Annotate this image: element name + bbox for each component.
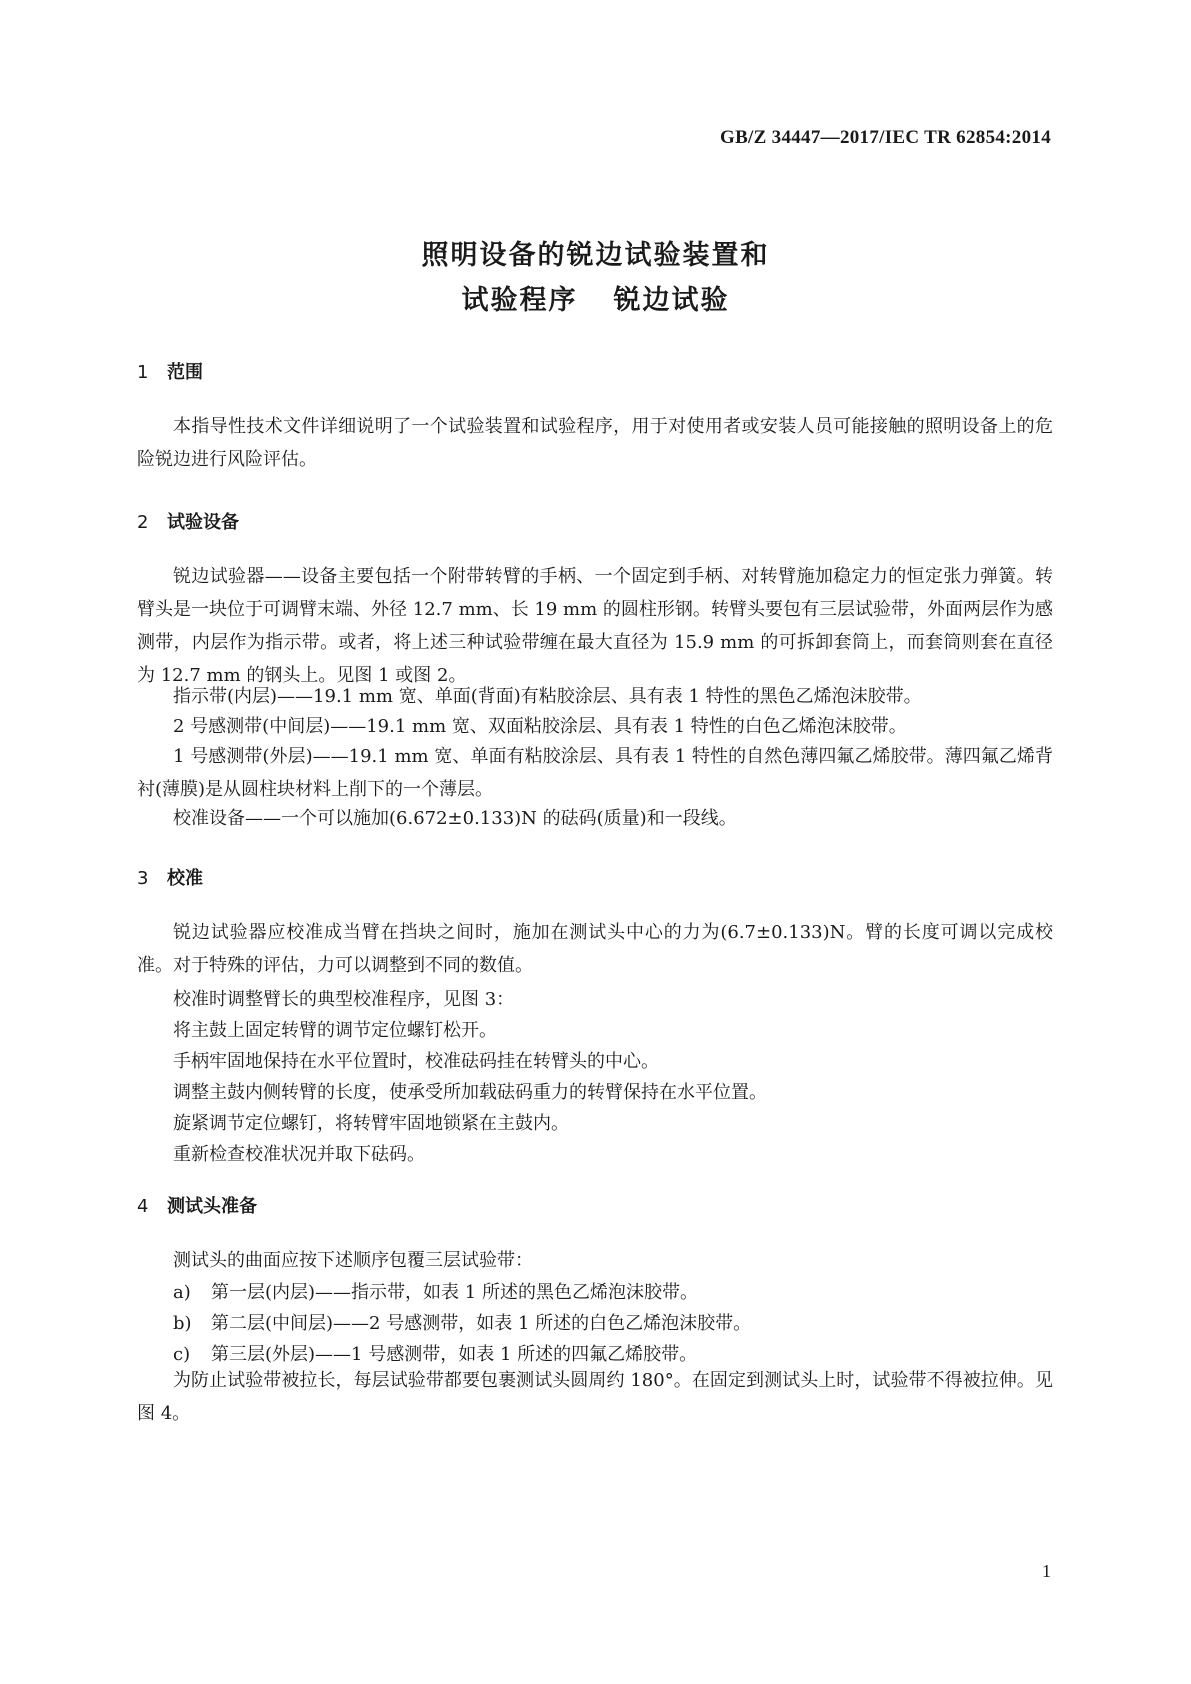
- list-item-text: 第一层(内层)——指示带，如表 1 所述的黑色乙烯泡沫胶带。: [211, 1282, 698, 1303]
- document-title-line-2: [0, 278, 1191, 317]
- paragraph: 1 号感测带(外层)——19.1 mm 宽、单面有粘胶涂层、具有表 1 特性的自然色薄四氟乙烯胶带。薄四氟乙烯背衬(薄膜)是从圆柱块材料上削下的一个薄层。: [137, 746, 1053, 800]
- list-item-marker: a): [173, 1282, 191, 1303]
- paragraph: 锐边试验器——设备主要包括一个附带转臂的手柄、一个固定到手柄、对转臂施加稳定力的恒定张力弹簧。转臂头是一块位于可调臂末端、外径 12.7 mm、长 19 mm 的圆柱形钢。转臂头要包有三层试验带，外面两层作为感测带，内层作为指示带。或者，将上述三种试验带缠在最大直径为 15.9 mm 的可拆卸套筒上，而套筒则套在直径为 12.7 mm 的钢头上。见图 1 或图 2。: [137, 566, 1053, 686]
- text-line: 手柄牢固地保持在水平位置时，校准砝码挂在转臂头的中心。: [173, 1051, 659, 1072]
- text-line: 测试头的曲面应按下述顺序包覆三层试验带：: [173, 1250, 533, 1271]
- section-number: 2: [137, 512, 149, 533]
- paragraph: 锐边试验器应校准成当臂在挡块之间时，施加在测试头中心的力为(6.7±0.133)N。臂的长度可调以完成校准。对于特殊的评估，力可以调整到不同的数值。: [137, 922, 1053, 976]
- text-line: 将主鼓上固定转臂的调节定位螺钉松开。: [173, 1020, 497, 1041]
- title-part-a: 试验程序: [461, 285, 578, 316]
- section-number: 4: [137, 1196, 149, 1217]
- list-item-text: 第二层(中间层)——2 号感测带，如表 1 所述的白色乙烯泡沫胶带。: [211, 1313, 752, 1334]
- list-item: [173, 1278, 698, 1304]
- document-number: GB/Z 34447—2017/IEC TR 62854:2014: [720, 127, 1051, 148]
- list-item: [173, 1309, 751, 1335]
- document-title-line-1: [0, 233, 1191, 272]
- paragraph: 为防止试验带被拉长，每层试验带都要包裹测试头圆周约 180°。在固定到测试头上时，试验带不得被拉伸。见图 4。: [137, 1370, 1053, 1424]
- title-part-b: 锐边试验: [613, 285, 730, 316]
- text-line: 旋紧调节定位螺钉，将转臂牢固地锁紧在主鼓内。: [173, 1113, 569, 1134]
- section-title: 测试头准备: [167, 1196, 257, 1217]
- text-line: 重新检查校准状况并取下砝码。: [173, 1144, 425, 1165]
- text-line: 调整主鼓内侧转臂的长度，使承受所加载砝码重力的转臂保持在水平位置。: [173, 1082, 767, 1103]
- section-heading-calibration: [137, 864, 203, 890]
- section-number: 3: [137, 868, 149, 889]
- paragraph: 本指导性技术文件详细说明了一个试验装置和试验程序，用于对使用者或安装人员可能接触的照明设备上的危险锐边进行风险评估。: [137, 416, 1053, 470]
- list-item-text: 第三层(外层)——1 号感测带，如表 1 所述的四氟乙烯胶带。: [211, 1344, 698, 1365]
- paragraph: 2 号感测带(中间层)——19.1 mm 宽、双面粘胶涂层、具有表 1 特性的白色乙烯泡沫胶带。: [173, 716, 907, 737]
- title-text: 照明设备的锐边试验装置和: [421, 240, 770, 271]
- text-line: 校准时调整臂长的典型校准程序，见图 3：: [173, 989, 515, 1010]
- list-item-marker: b): [173, 1313, 192, 1334]
- paragraph: 指示带(内层)——19.1 mm 宽、单面(背面)有粘胶涂层、具有表 1 特性的黑色乙烯泡沫胶带。: [173, 686, 922, 707]
- section-title: 试验设备: [167, 512, 239, 533]
- section-number: 1: [137, 362, 149, 383]
- section-heading-scope: [137, 358, 203, 384]
- section-title: 范围: [167, 362, 203, 383]
- paragraph: 校准设备——一个可以施加(6.672±0.133)N 的砝码(质量)和一段线。: [173, 808, 737, 829]
- list-item: [173, 1340, 697, 1366]
- section-title: 校准: [167, 868, 203, 889]
- list-item-marker: c): [173, 1344, 191, 1365]
- page-number: 1: [1042, 1561, 1051, 1581]
- section-heading-test-head: [137, 1192, 257, 1218]
- section-heading-equipment: [137, 508, 239, 534]
